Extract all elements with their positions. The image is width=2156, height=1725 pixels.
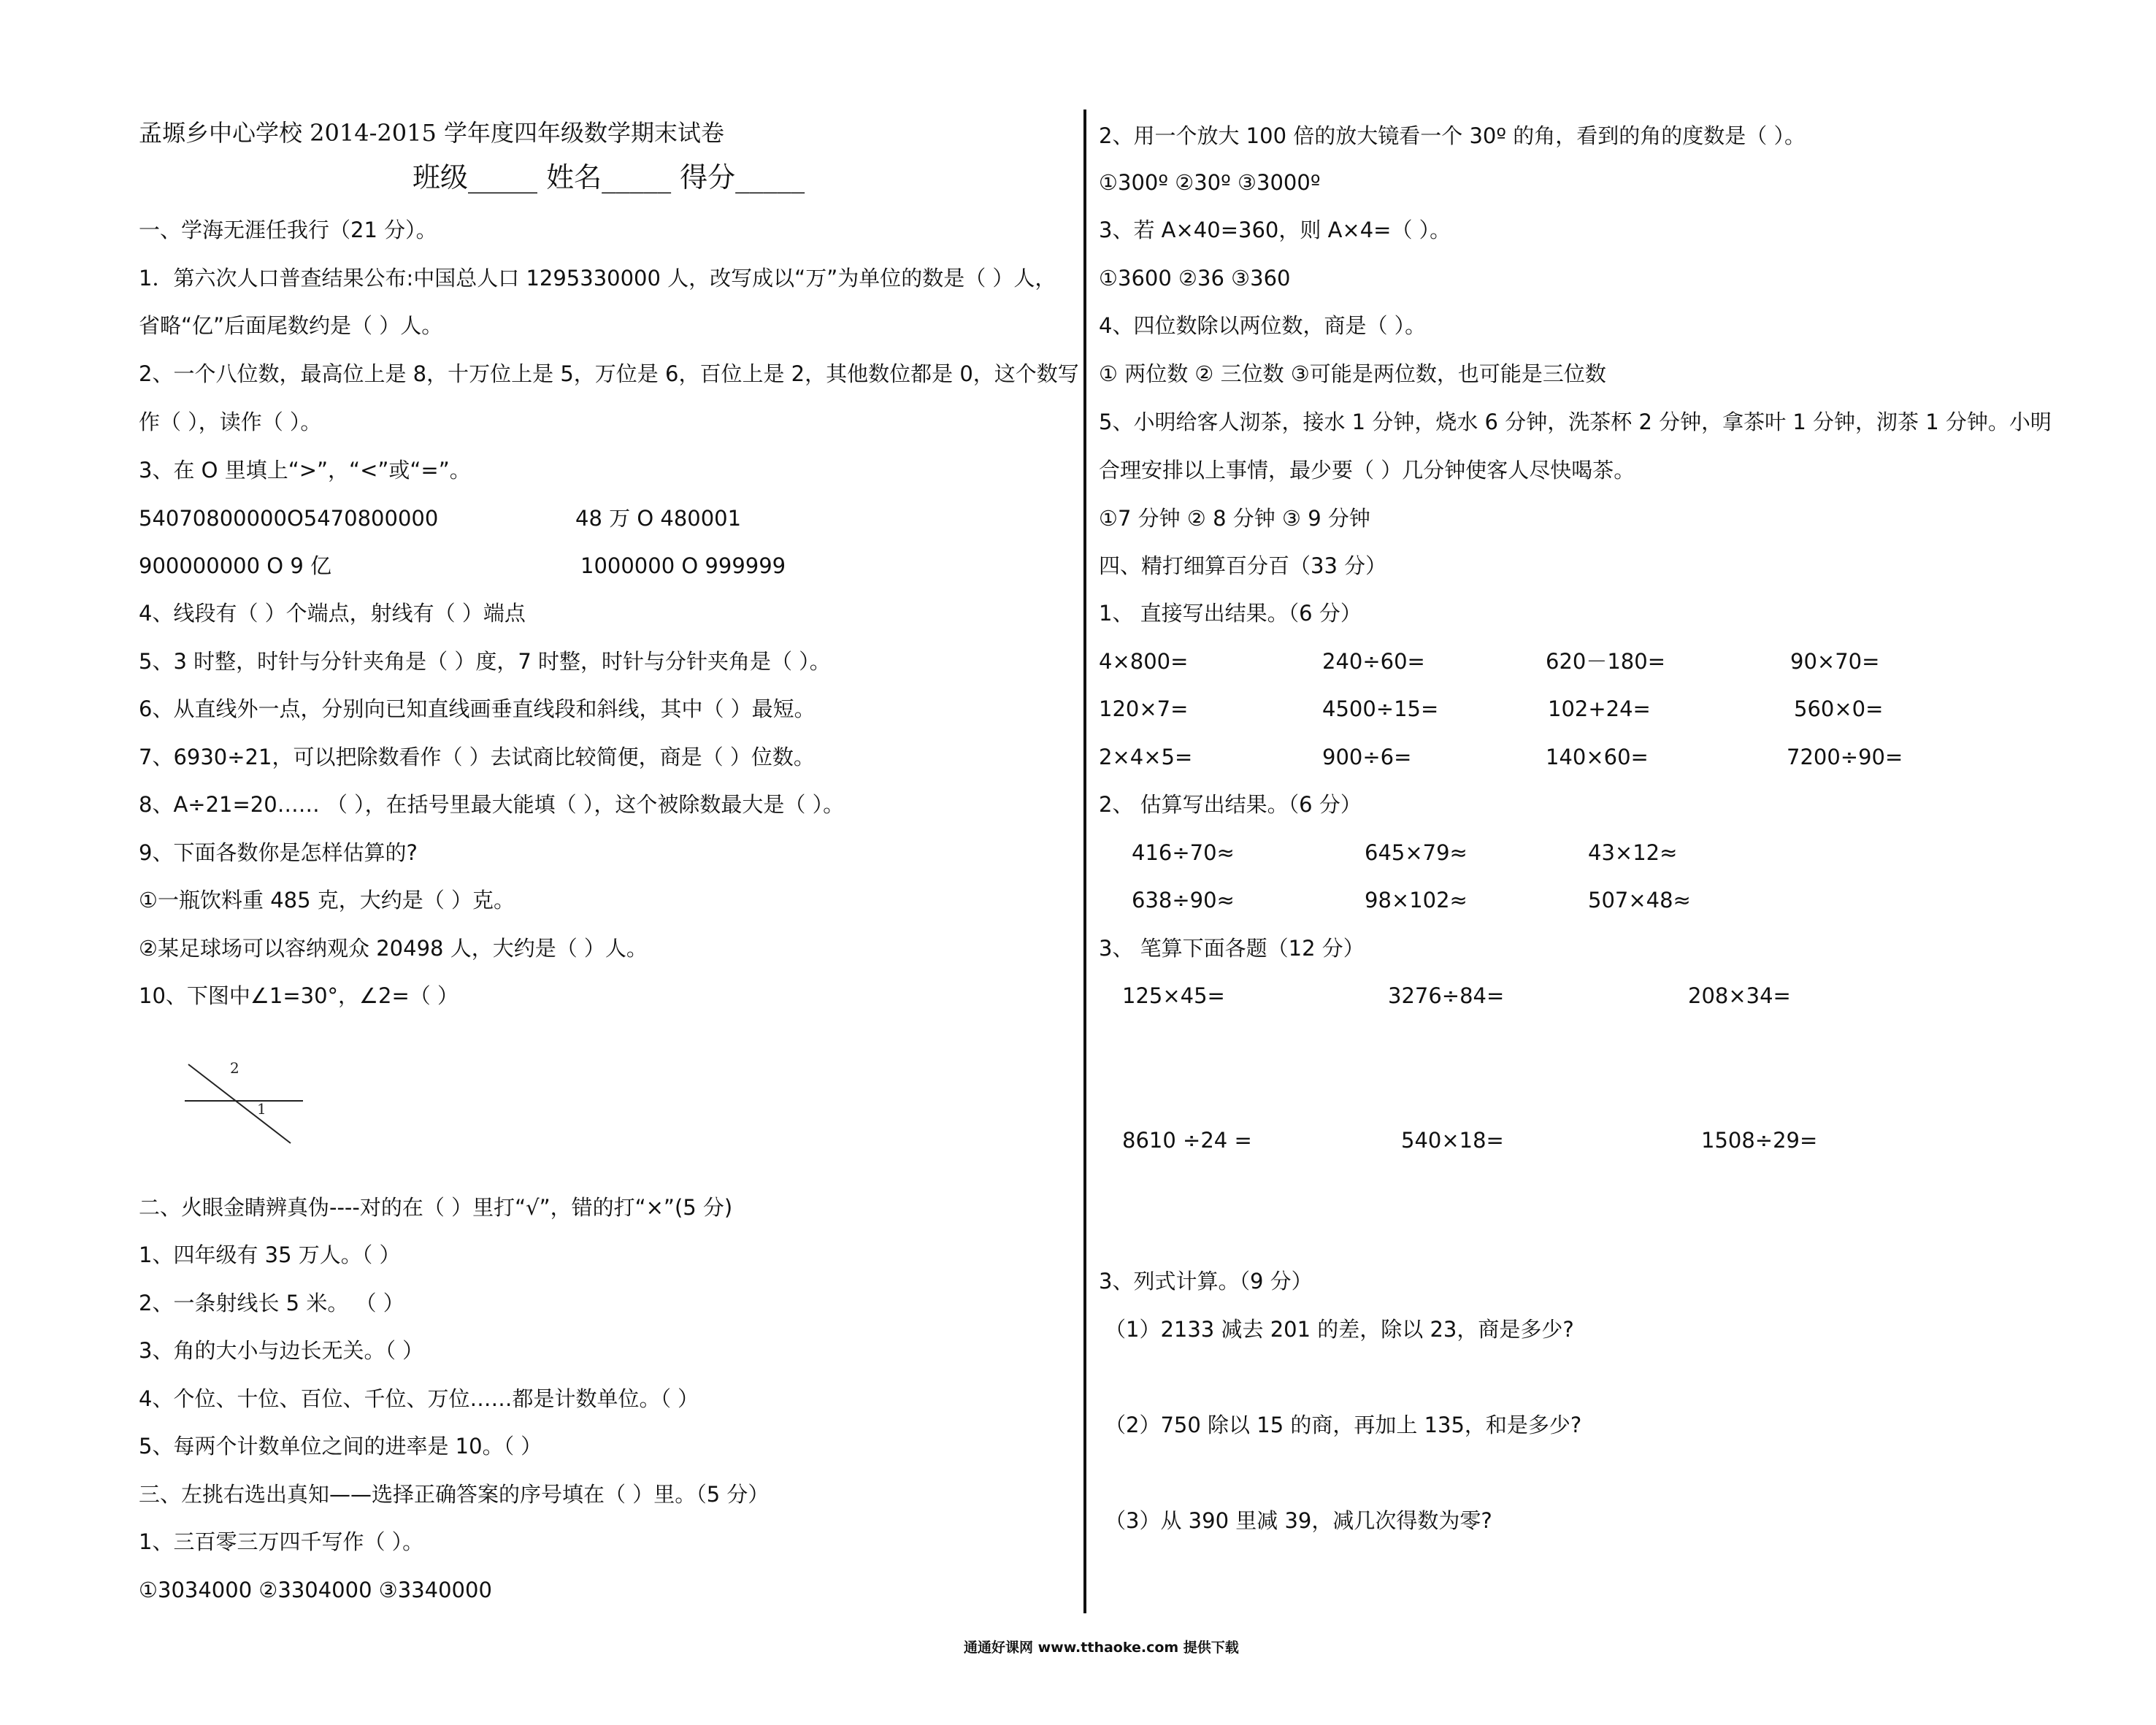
- section-1-heading: 一、学海无涯任我行（21 分）。: [139, 218, 437, 242]
- question-9-item-1: ①一瓶饮料重 485 克，大约是（ ）克。: [139, 888, 515, 913]
- choice-5-line-1: 5、小明给客人沏茶，接水 1 分钟，烧水 6 分钟，洗茶杯 2 分钟，拿茶叶 1 分钟，沏茶 1 分钟。小明: [1099, 410, 2052, 434]
- compare-item-4: 1000000 O 999999: [580, 553, 786, 578]
- judge-item-4: 4、个位、十位、百位、千位、万位……都是计数单位。（ ）: [139, 1386, 699, 1411]
- question-2-line-2: 作（ ），读作（ ）。: [139, 410, 322, 434]
- choice-1: 1、三百零三万四千写作（ ）。: [139, 1529, 424, 1554]
- question-2-line-1: 2、一个八位数，最高位上是 8，十万位上是 5，万位是 6，百位上是 2，其他数位都是 0，这个数写: [139, 361, 1079, 386]
- direct-calc-item: 102+24=: [1548, 696, 1651, 721]
- part-4-heading: 3、列式计算。（9 分）: [1099, 1269, 1313, 1294]
- class-name-score-line: 班级_____ 姓名_____ 得分_____: [413, 161, 805, 193]
- choice-3-options: ①3600 ②36 ③360: [1099, 266, 1291, 291]
- written-calc-item: 1508÷29=: [1701, 1128, 1818, 1153]
- word-problem-2: （2）750 除以 15 的商，再加上 135，和是多少?: [1105, 1413, 1582, 1437]
- slanted-line: [188, 1064, 291, 1143]
- choice-5-options: ①7 分钟 ② 8 分钟 ③ 9 分钟: [1099, 506, 1370, 531]
- angle-2-label: 2: [230, 1059, 239, 1077]
- column-divider: [1083, 110, 1086, 1613]
- footer-credit: 通通好课网 www.tthaoke.com 提供下载: [964, 1640, 1239, 1656]
- direct-calc-item: 140×60=: [1546, 745, 1649, 769]
- choice-5-line-2: 合理安排以上事情，最少要（ ）几分钟使客人尽快喝茶。: [1099, 458, 1635, 483]
- direct-calc-item: 4×800=: [1099, 649, 1189, 674]
- estimate-item: 98×102≈: [1365, 888, 1468, 913]
- exam-title: 孟塬乡中心学校 2014-2015 学年度四年级数学期末试卷: [139, 119, 725, 147]
- written-calc-item: 3276÷84=: [1388, 983, 1505, 1008]
- section-4-heading: 四、精打细算百分百（33 分）: [1099, 553, 1387, 578]
- direct-calc-item: 4500÷15=: [1322, 696, 1439, 721]
- choice-2-options: ①300º ②30º ③3000º: [1099, 170, 1321, 195]
- compare-item-2: 48 万 O 480001: [575, 506, 742, 531]
- word-problem-3: （3）从 390 里减 39，减几次得数为零?: [1105, 1508, 1492, 1533]
- question-3: 3、在 O 里填上“>”，“<”或“=”。: [139, 458, 471, 483]
- judge-item-5: 5、每两个计数单位之间的进率是 10。（ ）: [139, 1434, 542, 1459]
- direct-calc-item: 90×70=: [1790, 649, 1880, 674]
- word-problem-1: （1）2133 减去 201 的差，除以 23，商是多少?: [1105, 1317, 1574, 1342]
- estimate-item: 507×48≈: [1588, 888, 1691, 913]
- choice-4: 4、四位数除以两位数，商是（ ）。: [1099, 313, 1427, 338]
- question-8: 8、A÷21=20…… （ ），在括号里最大能填（ ），这个被除数最大是（ ）。: [139, 792, 845, 817]
- choice-3: 3、若 A×40=360，则 A×4=（ ）。: [1099, 218, 1451, 242]
- written-calc-item: 125×45=: [1122, 983, 1225, 1008]
- question-9-item-2: ②某足球场可以容纳观众 20498 人，大约是（ ）人。: [139, 936, 648, 961]
- direct-calc-item: 2×4×5=: [1099, 745, 1193, 769]
- angle-figure: [183, 1051, 314, 1153]
- question-1-line-1: 1．第六次人口普查结果公布:中国总人口 1295330000 人，改写成以“万”为单位的数是（ ）人，: [139, 266, 1056, 291]
- part-3-heading: 3、 笔算下面各题（12 分）: [1099, 936, 1365, 961]
- judge-item-2: 2、一条射线长 5 米。 （ ）: [139, 1291, 404, 1315]
- judge-item-1: 1、四年级有 35 万人。（ ）: [139, 1242, 401, 1267]
- compare-item-3: 900000000 O 9 亿: [139, 553, 331, 578]
- estimate-item: 416÷70≈: [1132, 840, 1235, 865]
- estimate-item: 43×12≈: [1588, 840, 1678, 865]
- written-calc-item: 8610 ÷24 =: [1122, 1128, 1252, 1153]
- choice-4-options: ① 两位数 ② 三位数 ③可能是两位数，也可能是三位数: [1099, 361, 1606, 386]
- judge-item-3: 3、角的大小与边长无关。（ ）: [139, 1338, 424, 1363]
- part-1-heading: 1、 直接写出结果。（6 分）: [1099, 601, 1362, 626]
- written-calc-item: 540×18=: [1401, 1128, 1504, 1153]
- choice-2: 2、用一个放大 100 倍的放大镜看一个 30º 的角，看到的角的度数是（ ）。: [1099, 123, 1806, 148]
- estimate-item: 638÷90≈: [1132, 888, 1235, 913]
- angle-1-label: 1: [257, 1100, 266, 1118]
- section-3-heading: 三、左挑右选出真知——选择正确答案的序号填在（ ）里。（5 分）: [139, 1482, 770, 1507]
- direct-calc-item: 240÷60=: [1322, 649, 1425, 674]
- question-5: 5、3 时整，时针与分针夹角是（ ）度，7 时整，时针与分针夹角是（ ）。: [139, 649, 831, 674]
- direct-calc-item: 620－180=: [1546, 649, 1666, 674]
- question-9: 9、下面各数你是怎样估算的?: [139, 840, 418, 865]
- question-4: 4、线段有（ ）个端点，射线有（ ）端点: [139, 601, 526, 626]
- estimate-item: 645×79≈: [1365, 840, 1468, 865]
- direct-calc-item: 120×7=: [1099, 696, 1189, 721]
- question-1-line-2: 省略“亿”后面尾数约是（ ）人。: [139, 313, 443, 338]
- written-calc-item: 208×34=: [1688, 983, 1791, 1008]
- question-7: 7、6930÷21，可以把除数看作（ ）去试商比较简便，商是（ ）位数。: [139, 745, 815, 769]
- compare-item-1: 54070800000O5470800000: [139, 506, 439, 531]
- question-10: 10、下图中∠1=30°，∠2=（ ）: [139, 983, 459, 1008]
- direct-calc-item: 900÷6=: [1322, 745, 1412, 769]
- choice-1-options: ①3034000 ②3304000 ③3340000: [139, 1578, 492, 1602]
- section-2-heading: 二、火眼金睛辨真伪----对的在（ ）里打“√”，错的打“×”(5 分): [139, 1195, 733, 1220]
- direct-calc-item: 560×0=: [1794, 696, 1884, 721]
- direct-calc-item: 7200÷90=: [1787, 745, 1903, 769]
- question-6: 6、从直线外一点，分别向已知直线画垂直线段和斜线，其中（ ）最短。: [139, 696, 816, 721]
- part-2-heading: 2、 估算写出结果。（6 分）: [1099, 792, 1362, 817]
